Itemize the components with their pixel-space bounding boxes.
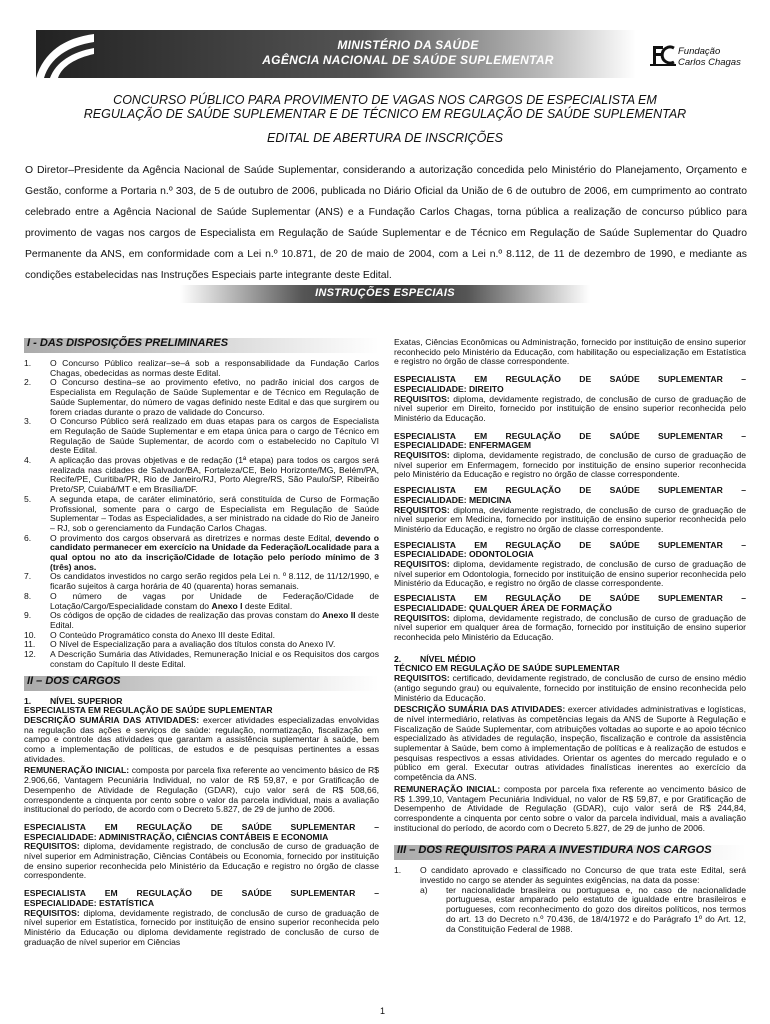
rem-text: composta por parcela fixa referente ao vencimento básico de R$ 1.399,10, Vantagem Pecuniária Individual, no valor de R$ 59,87, e por Gratificação de Desempenho de Atividade de Regulação (GDAR), cujo valor será de R$ 244,84, correspondente a cinquenta por cento sobre o valor da parcela individual, mais a avaliação institucional do período, de acordo com o Decreto 5.827, de 29 de junho de 2006. [394, 783, 747, 833]
fcc-line1: Fundação [678, 46, 721, 57]
heading-word: EM [474, 374, 488, 385]
item-text-part: Os códigos de opção de cidades de realização das provas constam do [50, 610, 323, 621]
req-label: REQUISITOS: [394, 504, 450, 515]
item-text-part: O Concurso Público realizar–se–á sob a responsabilidade da Fundação Carlos Chagas, obedecidas as normas deste Edital. [50, 358, 379, 378]
heading-word: DE [210, 888, 223, 899]
heading-word: SUPLEMENTAR [290, 888, 356, 899]
title-line-1: CONCURSO PÚBLICO PARA PROVIMENTO DE VAGAS NOS CARGOS DE ESPECIALISTA EM [113, 93, 657, 107]
especialista-remuneration [24, 766, 379, 815]
req-label: REQUISITOS: [394, 612, 450, 623]
heading-word: SAÚDE [609, 430, 640, 441]
item-text-part: Os candidatos investidos no cargo serão regidos pela Lei n. º 8.112, de 11/12/1990, e ficarão sujeitos à carga horária de 40 (quarenta) horas semanais. [50, 571, 379, 592]
esp-est-requirements [24, 909, 379, 948]
especialista-title: ESPECIALISTA EM REGULAÇÃO DE SAÚDE SUPLEMENTAR [24, 705, 273, 716]
heading-word: EM [474, 485, 488, 496]
section-3-item-1 [394, 866, 746, 885]
left-column [24, 338, 379, 949]
instructions-ribbon [180, 285, 590, 303]
rem-text: composta por parcela fixa referente ao vencimento básico de R$ 2.906,66, Vantagem Pecuniária Individual, no valor de R$ 59,87, e por Gratificação de Desempenho de Atividade de Regulação (GDAR), cujo valor será de R$ 508,66, correspondente a cinquenta por cento sobre o valor da parcela individual, mais a avaliação institucional do período, de acordo com o Decreto 5.827, de 29 de junho de 2006. [24, 765, 380, 815]
esp-odo-requirements [394, 560, 746, 589]
item-text [50, 572, 379, 591]
req-label: REQUISITOS: [394, 450, 450, 461]
item-number: 9. [24, 610, 32, 621]
desc-label: DESCRIÇÃO SUMÁRIA DAS ATIVIDADES: [24, 714, 200, 725]
req-label: REQUISITOS: [24, 841, 80, 852]
item-text-bold: Anexo II [322, 610, 356, 621]
req-label: REQUISITOS: [394, 393, 450, 404]
list-item [24, 495, 379, 534]
agency-name: AGÊNCIA NACIONAL DE SAÚDE SUPLEMENTAR [262, 53, 554, 67]
list-item [24, 611, 379, 630]
heading-word: ESPECIALISTA [394, 593, 456, 604]
tecnico-description [394, 705, 746, 783]
esp-adm-specialty: ESPECIALIDADE: ADMINISTRAÇÃO, CIÊNCIAS CONTÁBEIS E ECONOMIA [24, 831, 329, 842]
header-title [243, 38, 573, 68]
list-item [24, 417, 379, 456]
heading-word: SAÚDE [609, 374, 640, 385]
tecnico-remuneration [394, 785, 746, 834]
item-text [50, 456, 379, 495]
esp-dir-requirements [394, 395, 746, 424]
fcc-line2: Carlos Chagas [678, 57, 741, 68]
esp-odo-specialty: ESPECIALIDADE: ODONTOLOGIA [394, 549, 534, 560]
heading-word: ESPECIALISTA [394, 485, 456, 496]
heading-word: SAÚDE [609, 539, 640, 550]
desc-label: DESCRIÇÃO SUMÁRIA DAS ATIVIDADES: [394, 704, 566, 715]
item-text [50, 359, 379, 378]
desc-text: exercer atividades especializadas envolvidas na regulação das ações e serviços de saúde: regulação, normatização, fiscalização em campo e controle das atividades que garantam a assistência suplementar à saúde, bem como a implementação de políticas, de estudos e de pesquisas pertinentes a essas atividades. [24, 714, 379, 764]
heading-word: REGULAÇÃO [505, 539, 561, 550]
item-text-bold: devendo o candidato permanecer em exercício na Unidade da Federação/Localidade para a qual optou no ato da inscrição/Cidade de lotação pelo período mínimo de 3 (três) anos. [50, 532, 379, 572]
item-text-part: O Concurso destina–se ao provimento efetivo, no padrão inicial dos cargos de Especialista em Regulação de Saúde Suplementar e de Técnico em Regulação de Saúde Suplementar, do número de vagas definido neste Edital e das que surgirem ou forem criadas durante o prazo de validade do Concurso. [50, 377, 379, 417]
esp-adm-requirements [24, 842, 379, 881]
heading-word: DE [579, 430, 592, 441]
heading-word: SAÚDE [609, 485, 640, 496]
item-text [50, 650, 379, 669]
heading-word: DE [579, 593, 592, 604]
item-text-part: O Conteúdo Programático consta do Anexo III deste Edital. [50, 629, 276, 640]
ans-logo-icon [34, 32, 94, 78]
list-item [24, 359, 379, 378]
esp-enf-specialty: ESPECIALIDADE: ENFERMAGEM [394, 440, 532, 451]
heading-word: DE [210, 821, 223, 832]
req-text: diploma, devidamente registrado, de conclusão de curso de graduação de nível superior em Medicina, fornecido por instituição de ensino superior reconhecida pelo Ministério da Educação, e registro no órgão de classe correspondente. [394, 504, 746, 534]
heading-word: – [741, 539, 746, 550]
ministry-name: MINISTÉRIO DA SAÚDE [337, 38, 479, 52]
item-text-bold: Anexo I [211, 600, 243, 611]
req-text: diploma, devidamente registrado, de conclusão de curso de graduação de nível superior em Enfermagem, fornecido por instituição de ensino superior reconhecida pelo Ministério da Educação e registro no órgão de classe correspondente. [394, 450, 746, 480]
heading-word: SUPLEMENTAR [290, 821, 356, 832]
heading-word: REGULAÇÃO [505, 593, 561, 604]
fcc-name [678, 46, 741, 68]
list-item [24, 572, 379, 591]
heading-word: – [374, 821, 379, 832]
heading-word: ESPECIALISTA [394, 430, 456, 441]
item-number: 11. [24, 639, 36, 650]
title-line-2: REGULAÇÃO DE SAÚDE SUPLEMENTAR E DE TÉCNICO EM REGULAÇÃO DE SAÚDE SUPLEMENTAR [83, 107, 687, 121]
right-column [394, 338, 746, 934]
heading-word: ESPECIALISTA [24, 888, 86, 899]
heading-word: EM [474, 430, 488, 441]
item-number: 5. [24, 493, 32, 504]
item-text-part: O Concurso Público será realizado em duas etapas para os cargos de Especialista em Regulação de Saúde Suplementar e em etapa única para o cargo de Técnico em Regulação de Saúde Suplementar, de acordo com o estabelecido no Capítulo VI deste Edital. [50, 416, 379, 456]
item-text [50, 417, 379, 456]
list-item [24, 592, 379, 611]
header-banner [28, 30, 741, 78]
section-1-heading [24, 338, 379, 353]
item-text [50, 534, 379, 573]
item-text-part: O provimento dos cargos observará as diretrizes e normas deste Edital, [50, 532, 336, 543]
fcc-logo-icon [650, 42, 676, 68]
esp-qq-requirements [394, 614, 746, 643]
heading-word: – [741, 485, 746, 496]
rem-label: REMUNERAÇÃO INICIAL: [24, 765, 130, 776]
section-3-heading [394, 845, 746, 860]
heading-word: ESPECIALISTA [394, 374, 456, 385]
item-text: ter nacionalidade brasileira ou portuguesa e, no caso de nacionalidade portuguesa, estar amparado pelo estatuto de igualdade entre brasileiros e portugueses, com reconhecimento do gozo dos direitos políticos, nos termos do art. 13 do Decreto n.º 70.436, de 18/4/1972 e do Parágrafo 1º do Art. 12, da Constituição Federal de 1988. [446, 884, 746, 934]
desc-text: exercer atividades administrativas e logísticas, de nível intermediário, relativas às competências legais da ANS de Suporte à Regulação e Fiscalização de Saúde Suplementar, com atribuições voltadas ao suporte e ao apoio técnico especializado às atividades de regulação, inspeção, fiscalização e controle da assistência suplementar à Saúde, bem como à implementação de políticas e à realização de estudos e pesquisas respectivos a essas atividades. Orientar os agentes do mercado regulado e o público em geral. Executar outras atividades finalísticas inerentes ao exercício da competência da ANS. [394, 704, 746, 783]
req-label: REQUISITOS: [24, 907, 80, 918]
heading-word: SAÚDE [241, 821, 272, 832]
list-item [24, 534, 379, 573]
section-3-title: III – DOS REQUISITOS PARA A INVESTIDURA NOS CARGOS [397, 844, 712, 857]
item-text [50, 611, 379, 630]
item-number: 4. [24, 455, 32, 466]
heading-word: – [741, 374, 746, 385]
section-1-list [24, 359, 379, 670]
heading-word: ESPECIALISTA [24, 821, 86, 832]
item-text-part: deste Edital. [242, 600, 293, 611]
req-label: REQUISITOS: [394, 673, 450, 684]
item-letter: a) [420, 884, 428, 895]
item-number: 2. [24, 377, 32, 388]
item-text-part: A aplicação das provas objetivas e de redação (1ª etapa) para todos os cargos será realizada nas cidades de Salvador/BA, Fortaleza/CE, Belo Horizonte/MG, Belém/PA, Recife/PE, Curitiba/PR, Rio de Janeiro/RJ, Porto Alegre/RS, São Paulo/SP, Ribeirão Preto/SP, Cuiabá/MT e em Brasília/DF. [50, 455, 379, 495]
item-number: 1. [24, 695, 32, 706]
item-number: 1. [394, 865, 402, 876]
document-title [40, 93, 730, 121]
heading-word: SUPLEMENTAR [658, 430, 723, 441]
heading-word: – [741, 593, 746, 604]
heading-word: DE [579, 539, 592, 550]
heading-word: EM [474, 593, 488, 604]
list-item [24, 456, 379, 495]
rem-label: REMUNERAÇÃO INICIAL: [394, 783, 501, 794]
item-number: 10. [24, 629, 36, 640]
section-2-title: II – DOS CARGOS [27, 674, 121, 687]
heading-word: SAÚDE [241, 888, 272, 899]
item-text-part: deste Edital. [50, 610, 379, 630]
item-number: 8. [24, 590, 32, 601]
item-number: 12. [24, 649, 36, 660]
item-text [50, 592, 379, 611]
section-1-title: I - DAS DISPOSIÇÕES PRELIMINARES [27, 337, 229, 349]
item-text [50, 378, 379, 417]
heading-word: REGULAÇÃO [136, 888, 192, 899]
heading-word: SUPLEMENTAR [658, 593, 723, 604]
heading-word: SAÚDE [609, 593, 640, 604]
esp-enf-requirements [394, 451, 746, 480]
ribbon-label: INSTRUÇÕES ESPECIAIS [315, 287, 455, 299]
tecnico-requirements [394, 674, 746, 703]
heading-word: SUPLEMENTAR [658, 485, 723, 496]
esp-dir-specialty: ESPECIALIDADE: DIREITO [394, 383, 504, 394]
item-number: 3. [24, 416, 32, 427]
item-text-part: O número de vagas por Unidade de Federação/Cidade de Lotação/Cargo/Especialidade constam do [50, 590, 379, 611]
item-number: 2. [394, 653, 402, 664]
heading-word: EM [104, 888, 118, 899]
item-text: O candidato aprovado e classificado no Concurso de que trata este Edital, será investido no cargo se atender às seguintes exigências, na data da posse: [420, 865, 746, 886]
item-text-part: O Nível de Especialização para a avaliação dos títulos consta do Anexo IV. [50, 639, 336, 650]
heading-word: SUPLEMENTAR [658, 539, 723, 550]
heading-word: REGULAÇÃO [505, 430, 561, 441]
list-item [24, 378, 379, 417]
nivel-medio-label: NÍVEL MÉDIO [420, 653, 476, 664]
tecnico-title: TÉCNICO EM REGULAÇÃO DE SAÚDE SUPLEMENTAR [394, 663, 620, 674]
esp-med-specialty: ESPECIALIDADE: MEDICINA [394, 494, 512, 505]
page-number: 1 [380, 1006, 386, 1016]
especialista-description [24, 716, 379, 765]
heading-word: DE [579, 485, 592, 496]
heading-word: REGULAÇÃO [505, 485, 561, 496]
heading-word: SUPLEMENTAR [658, 374, 723, 385]
heading-word: – [374, 888, 379, 899]
req-text: certificado, devidamente registrado, de conclusão de curso de ensino médio (antigo segundo grau) ou equivalente, fornecido por instituição de ensino reconhecida pelo Ministério da Educação. [394, 673, 746, 703]
heading-word: EM [474, 539, 488, 550]
document-subtitle: EDITAL DE ABERTURA DE INSCRIÇÕES [267, 131, 503, 145]
heading-word: ESPECIALISTA [394, 539, 456, 550]
item-text-part: A segunda etapa, de caráter eliminatório, será constituída de Curso de Formação Profissional, somente para o cargo de Especialista em Regulação de Saúde Suplementar – Todas as Especialidades, a ser ministrado na cidade do Rio de Janeiro – RJ, sob o gerenciamento da Fundação Carlos Chagas. [50, 493, 379, 533]
item-number: 1. [24, 358, 32, 368]
heading-word: – [741, 430, 746, 441]
nivel-superior-label: NÍVEL SUPERIOR [50, 695, 123, 706]
req-label: REQUISITOS: [394, 559, 450, 570]
esp-qq-specialty: ESPECIALIDADE: QUALQUER ÁREA DE FORMAÇÃO [394, 602, 612, 613]
req-text: diploma, devidamente registrado, de conclusão de curso de graduação de nível superior em Odontologia, fornecido por instituição de ensino superior reconhecida pelo Ministério da Educação, e registro no órgão de classe correspondente. [394, 559, 746, 589]
req-text: diploma, devidamente registrado, de conclusão de curso de graduação de nível superior em qualquer área de formação, fornecido por instituição de ensino superior reconhecida pelo Ministério da Educação. [394, 612, 746, 642]
req-text: diploma, devidamente registrado, de conclusão de curso de graduação de nível superior em Direito, fornecido por instituição de ensino superior reconhecida pelo Ministério da Educação. [394, 393, 746, 423]
item-number: 6. [24, 532, 32, 543]
esp-med-requirements [394, 506, 746, 535]
req-text: diploma, devidamente registrado, de conclusão de curso de graduação de nível superior em Estatística, fornecido por instituição de ensino superior reconhecida pelo Ministério da Educação ou diploma devidamente registrado de conclusão de curso de graduação de nível superior em Ciências [24, 907, 379, 947]
intro-paragraph: O Diretor–Presidente da Agência Nacional de Saúde Suplementar, considerando a autorização concedida pelo Ministério do Planejamento, Orçamento e Gestão, conforme a Portaria n.º 303, de 5 de outubro de 2006, publicada no Diário Oficial da União de 6 de outubro de 2006, em cumprimento ao contrato celebrado entre a Agência Nacional de Saúde Suplementar (ANS) e a Fundação Carlos Chagas, torna pública a realização de concurso público para provimento de vagas nos cargos de Especialista em Regulação de Saúde Suplementar e de Técnico em Regulação de Saúde Suplementar do Quadro Permanente da ANS, em conformidade com a Lei n.º 10.871, de 20 de maio de 2004, com a Lei n.º 8.112, de 11 de dezembro de 1990, e mediante as condições estabelecidas nas Instruções Especiais parte integrante deste Edital. [25, 165, 747, 281]
heading-word: REGULAÇÃO [136, 821, 192, 832]
esp-est-specialty: ESPECIALIDADE: ESTATÍSTICA [24, 897, 155, 908]
item-text-part: A Descrição Sumária das Atividades, Remuneração Inicial e os Requisitos dos cargos constam do Capítulo II deste Edital. [50, 649, 379, 669]
section-2-heading [24, 676, 379, 691]
section-3-item-a [394, 886, 746, 935]
item-number: 7. [24, 571, 32, 582]
req-text: diploma, devidamente registrado, de conclusão de curso de graduação de nível superior em Administração, Ciências Contábeis ou Economia, fornecido por instituição de ensino superior reconhecida pelo Ministério da Educação e registro no órgão de classe correspondente. [24, 841, 379, 881]
fcc-logo-block [650, 42, 760, 72]
heading-word: REGULAÇÃO [505, 374, 561, 385]
heading-word: DE [579, 374, 592, 385]
list-item [24, 650, 379, 669]
esp-est-requirements-cont: Exatas, Ciências Econômicas ou Administração, fornecido por instituição de ensino superior reconhecido pelo Ministério da Educação, com habilitação ou especialização em Estatística e registro no órgão de classe correspondente. [394, 337, 746, 367]
item-text [50, 495, 379, 534]
heading-word: EM [104, 821, 118, 832]
